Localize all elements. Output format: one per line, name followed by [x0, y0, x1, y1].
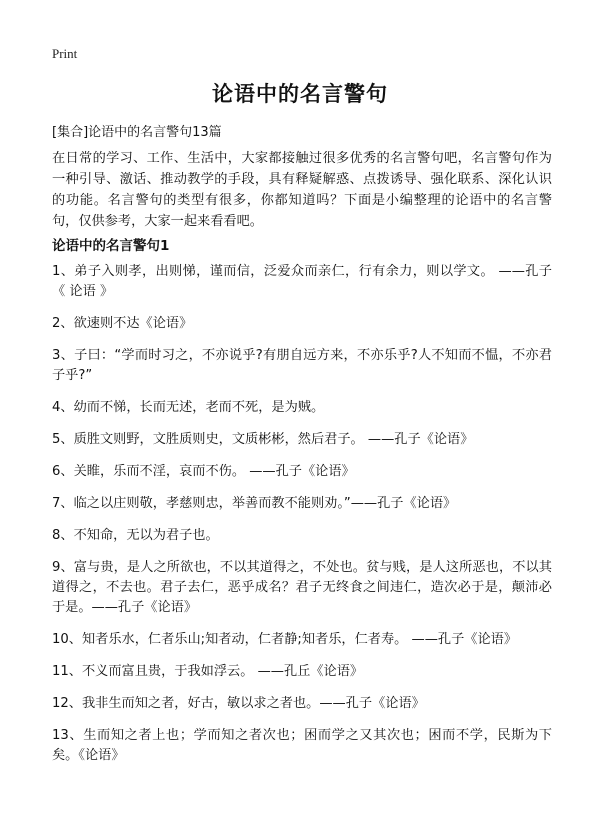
print-label: Print — [52, 46, 78, 61]
document-subtitle: [集合]论语中的名言警句13篇 — [52, 125, 222, 140]
quote-item-13: 13、生而知之者上也；学而知之者次也；困而学之又其次也；困而不学，民斯为下矣。《论语》 — [52, 728, 552, 763]
page-title: 论语中的名言警句 — [212, 82, 388, 106]
quote-item-5: 5、质胜文则野，文胜质则史，文质彬彬，然后君子。 ——孔子《论语》 — [52, 432, 474, 447]
quote-item-7: 7、临之以庄则敬，孝慈则忠，举善而教不能则劝。”——孔子《论语》 — [52, 496, 457, 511]
quote-item-4: 4、幼而不悌，长而无述，老而不死，是为贼。 — [52, 400, 325, 415]
quote-item-8: 8、不知命，无以为君子也。 — [52, 528, 219, 543]
quote-item-6: 6、关睢，乐而不淫，哀而不伤。 ——孔子《论语》 — [52, 464, 355, 479]
section-heading: 论语中的名言警句1 — [52, 238, 170, 254]
quote-item-10: 10、知者乐水，仁者乐山;知者动，仁者静;知者乐，仁者寿。 ——孔子《论语》 — [52, 632, 518, 647]
quote-list — [52, 262, 552, 778]
quote-item-12: 12、我非生而知之者，好古，敏以求之者也。——孔子《论语》 — [52, 696, 425, 711]
intro-paragraph: 在日常的学习、工作、生活中，大家都接触过很多优秀的名言警句吧，名言警句作为一种引导、激话、推动教学的手段，具有释疑解惑、点拨诱导、强化联系、深化认识的功能。名言警句的类型有很多，你都知道吗？下面是小编整理的论语中的名言警句，仅供参考，大家一起来看看吧。 — [52, 151, 552, 229]
quote-item-1: 1、弟子入则孝，出则悌，谨而信，泛爱众而亲仁，行有余力，则以学文。 ——孔子《 论语 》 — [52, 264, 552, 299]
quote-item-3: 3、子曰：“学而时习之，不亦说乎?有朋自远方来，不亦乐乎?人不知而不愠，不亦君子乎?” — [52, 348, 552, 383]
quote-item-11: 11、不义而富且贵，于我如浮云。 ——孔丘《论语》 — [52, 664, 364, 679]
quote-item-2: 2、欲速则不达《论语》 — [52, 316, 193, 331]
quote-item-9: 9、富与贵，是人之所欲也，不以其道得之，不处也。贫与贱，是人这所恶也，不以其道得之，不去也。君子去仁，恶乎成名？君子无终食之间违仁，造次必于是，颠沛必于是。——孔子《论语》 — [52, 560, 552, 615]
